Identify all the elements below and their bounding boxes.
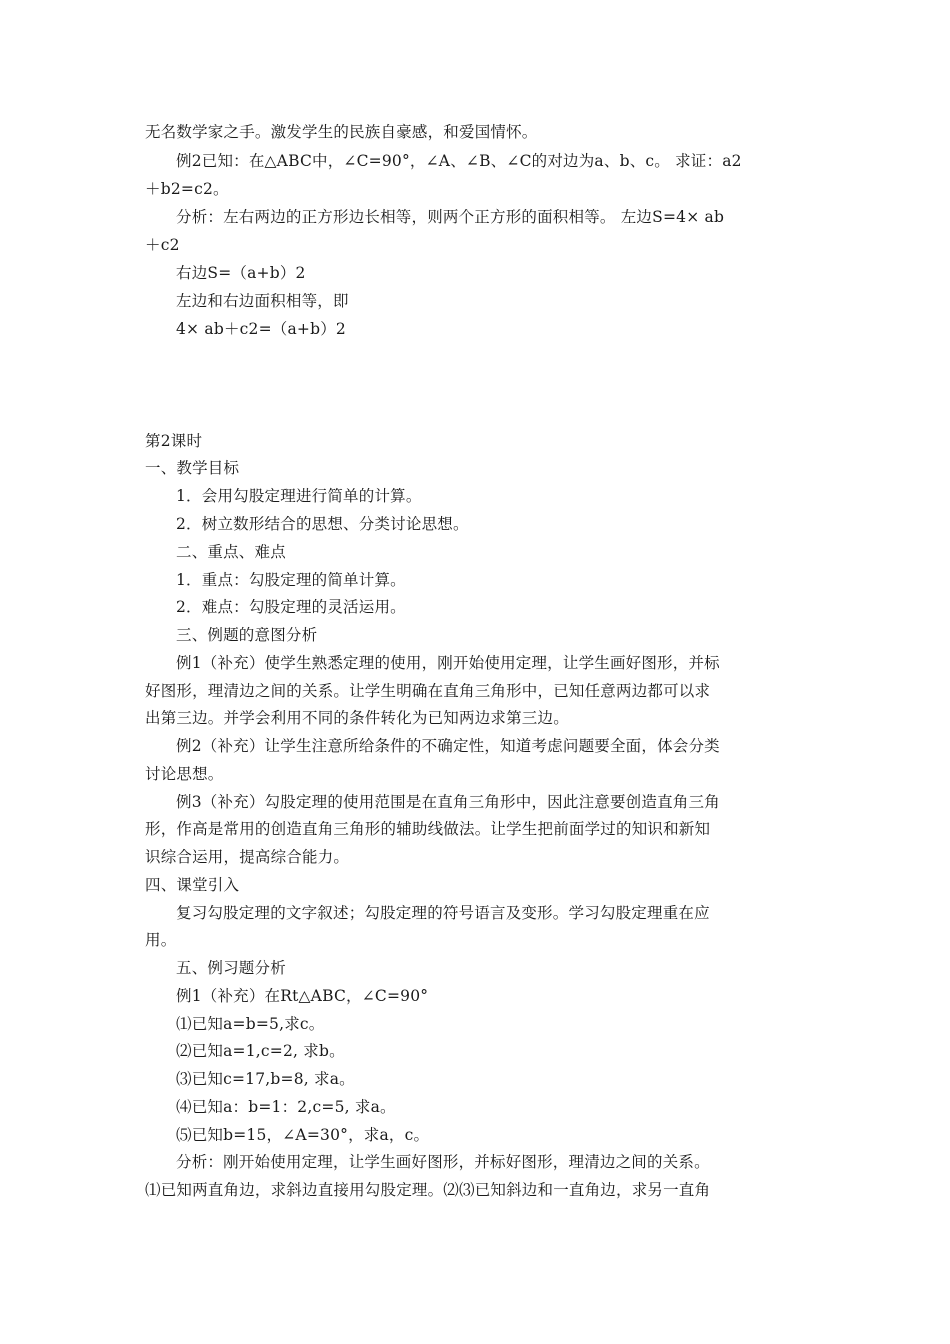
list-item: ⑷已知a：b=1：2,c=5, 求a。 <box>176 1098 396 1116</box>
list-item: ⑵已知a=1,c=2, 求b。 <box>176 1042 345 1060</box>
paragraph-line: 例3（补充）勾股定理的使用范围是在直角三角形中，因此注意要创造直角三角 <box>176 793 720 811</box>
paragraph-line: 讨论思想。 <box>145 765 224 783</box>
analysis-line: 分析：刚开始使用定理，让学生画好图形，并标好图形，理清边之间的关系。 <box>176 1153 710 1171</box>
paragraph-line: 形，作高是常用的创造直角三角形的辅助线做法。让学生把前面学过的知识和新知 <box>145 820 711 838</box>
paragraph-line: ＋b2=c2。 <box>145 180 229 198</box>
section-heading: 五、例习题分析 <box>176 959 286 977</box>
list-item: 2．树立数形结合的思想、分类讨论思想。 <box>176 515 469 533</box>
section-heading: 一、教学目标 <box>145 459 240 477</box>
paragraph-line: 好图形，理清边之间的关系。让学生明确在直角三角形中，已知任意两边都可以求 <box>145 682 711 700</box>
list-item: ⑶已知c=17,b=8, 求a。 <box>176 1070 355 1088</box>
list-item: 2．难点：勾股定理的灵活运用。 <box>176 598 406 616</box>
paragraph-line: 出第三边。并学会利用不同的条件转化为已知两边求第三边。 <box>145 709 569 727</box>
paragraph-line: 复习勾股定理的文字叙述；勾股定理的符号语言及变形。学习勾股定理重在应 <box>176 904 710 922</box>
paragraph-line: 例2（补充）让学生注意所给条件的不确定性，知道考虑问题要全面，体会分类 <box>176 737 720 755</box>
paragraph-line: ＋c2 <box>145 236 180 254</box>
paragraph-line: 例1（补充）使学生熟悉定理的使用，刚开始使用定理，让学生画好图形，并标 <box>176 654 720 672</box>
list-item: ⑴已知a=b=5,求c。 <box>176 1015 325 1033</box>
paragraph-line: 识综合运用，提高综合能力。 <box>145 848 350 866</box>
list-item: 1．会用勾股定理进行简单的计算。 <box>176 487 422 505</box>
formula-line: 4× ab＋c2=（a+b）2 <box>176 320 346 338</box>
section-heading: 三、例题的意图分析 <box>176 626 318 644</box>
example-line: 例1（补充）在Rt△ABC，∠C=90° <box>176 987 429 1005</box>
list-item: ⑸已知b=15，∠A=30°，求a，c。 <box>176 1126 430 1144</box>
paragraph-line: 无名数学家之手。激发学生的民族自豪感，和爱国情怀。 <box>145 123 538 141</box>
lesson-heading: 第2课时 <box>145 432 203 450</box>
paragraph-line: 左边和右边面积相等，即 <box>176 292 349 310</box>
section-heading: 四、课堂引入 <box>145 876 240 894</box>
section-heading: 二、重点、难点 <box>176 543 286 561</box>
analysis-line: 分析：左右两边的正方形边长相等，则两个正方形的面积相等。 左边S=4× ab <box>176 208 725 226</box>
paragraph-line: 用。 <box>145 931 177 949</box>
example-2-line: 例2已知：在△ABC中，∠C=90°，∠A、∠B、∠C的对边为a、b、c。 求证：a2 <box>176 152 742 170</box>
list-item: 1．重点：勾股定理的简单计算。 <box>176 571 406 589</box>
paragraph-line: ⑴已知两直角边，求斜边直接用勾股定理。⑵⑶已知斜边和一直角边，求另一直角 <box>145 1181 711 1199</box>
formula-line: 右边S=（a+b）2 <box>176 264 306 282</box>
